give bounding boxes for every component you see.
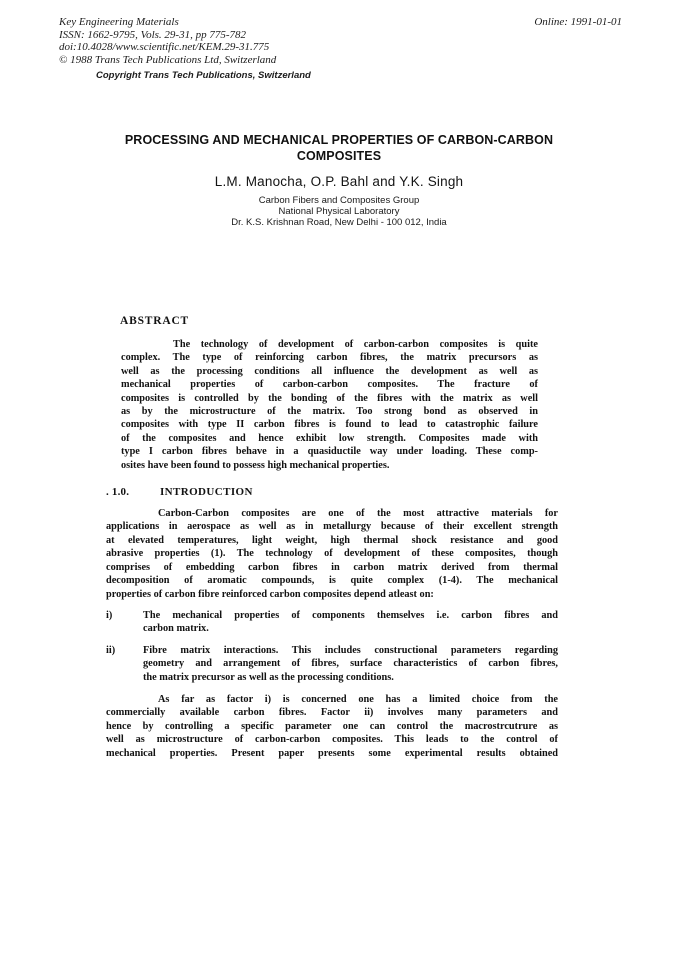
text-line: osites have been found to possess high mechanical properties. bbox=[121, 459, 390, 471]
text-line: The technology of development of carbon-carbon composites is quite bbox=[173, 339, 538, 350]
abstract-heading: ABSTRACT bbox=[120, 315, 190, 327]
text-line: abrasive properties (1). The technology of development of these composites, though bbox=[106, 548, 558, 560]
list-marker-ii: ii) bbox=[106, 644, 116, 656]
abstract-paragraph bbox=[121, 338, 538, 472]
introduction-paragraph-2 bbox=[106, 693, 558, 760]
affiliation-group: Carbon Fibers and Composites Group bbox=[258, 195, 420, 206]
list-item-ii bbox=[106, 644, 558, 684]
text-line: decomposition of aromatic compounds, is quite complex (1-4). The mechanical bbox=[106, 575, 558, 587]
text-line: the matrix precursor as well as the processing conditions. bbox=[143, 671, 394, 683]
list-marker-i: i) bbox=[106, 609, 113, 621]
list-item-i-text bbox=[143, 609, 558, 636]
journal-header bbox=[0, 0, 678, 66]
doi-line: doi:10.4028/www.scientific.net/KEM.29-31.775 bbox=[59, 41, 270, 53]
text-line: of the composites and hence exhibit low strength. Composites made with bbox=[121, 432, 538, 444]
online-date: Online: 1991-01-01 bbox=[534, 16, 622, 28]
text-line: As far as factor i) is concerned one has a limited choice from the bbox=[158, 693, 558, 705]
affiliation-address: Dr. K.S. Krishnan Road, New Delhi - 100 012, India bbox=[231, 217, 447, 228]
text-line: Carbon-Carbon composites are one of the most attractive materials for bbox=[158, 508, 558, 520]
text-line: commercially available carbon fibres. Factor ii) involves many parameters and bbox=[106, 707, 558, 719]
text-line: mechanical properties of carbon-carbon composites. The fracture of bbox=[121, 379, 538, 391]
text-line: hence by controlling a specific parameter one can control the macrostrcutrure as bbox=[106, 720, 558, 732]
list-item-i bbox=[106, 609, 558, 636]
text-line: applications in aerospace as well as in metallurgy because of their excellent strength bbox=[106, 521, 558, 533]
text-line: comprises of embedding carbon fibres in carbon matrix derived from thermal bbox=[106, 561, 558, 573]
section-title: INTRODUCTION bbox=[160, 486, 253, 499]
introduction-paragraph-1 bbox=[106, 507, 558, 601]
text-line: The mechanical properties of components themselves i.e. carbon fibres and bbox=[143, 609, 558, 621]
section-number: . 1.0. bbox=[106, 486, 130, 499]
introduction-heading bbox=[106, 486, 678, 498]
affiliation-block bbox=[0, 195, 678, 228]
text-line: Fibre matrix interactions. This includes constructional parameters regarding bbox=[143, 644, 558, 656]
text-line: carbon matrix. bbox=[143, 623, 209, 635]
paper-title: PROCESSING AND MECHANICAL PROPERTIES OF CARBON-CARBON COMPOSITES bbox=[124, 133, 554, 163]
list-item-ii-text bbox=[143, 644, 558, 684]
publisher-copyright-line: © 1988 Trans Tech Publications Ltd, Switzerland bbox=[59, 53, 277, 66]
authors-line: L.M. Manocha, O.P. Bahl and Y.K. Singh bbox=[214, 174, 464, 189]
journal-citation-block bbox=[59, 16, 276, 66]
text-line: at elevated temperatures, light weight, high thermal shock resistance and good bbox=[106, 534, 558, 546]
text-line: well as the processing conditions all influence the development as well as bbox=[121, 365, 538, 377]
text-line: mechanical properties. Present paper presents some experimental results obtained bbox=[106, 747, 558, 759]
text-line: well as microstructure of carbon-carbon composites. This leads to the control of bbox=[106, 734, 558, 746]
text-line: composites is controlled by the bonding of the fibres with the matrix as well bbox=[121, 392, 538, 404]
text-line: complex. The type of reinforcing carbon fibres, the matrix precursors as bbox=[121, 352, 538, 364]
text-line: type I carbon fibres behave in a quasiductile way under loading. These comp- bbox=[121, 446, 538, 458]
copyright-note: Copyright Trans Tech Publications, Switzerland bbox=[96, 70, 311, 81]
text-line: composites with type II carbon fibres is found to lead to catastrophic failure bbox=[121, 419, 538, 431]
affiliation-laboratory: National Physical Laboratory bbox=[278, 206, 400, 217]
issn-volume-pages: ISSN: 1662-9795, Vols. 29-31, pp 775-782 bbox=[59, 28, 246, 41]
journal-name: Key Engineering Materials bbox=[59, 16, 179, 28]
text-line: properties of carbon fibre reinforced carbon composites depend atleast on: bbox=[106, 588, 434, 600]
text-line: geometry and arrangement of fibres, surface characteristics of carbon fibres, bbox=[143, 658, 558, 670]
text-line: as by the microstructure of the matrix. Too strong bond as observed in bbox=[121, 406, 538, 418]
